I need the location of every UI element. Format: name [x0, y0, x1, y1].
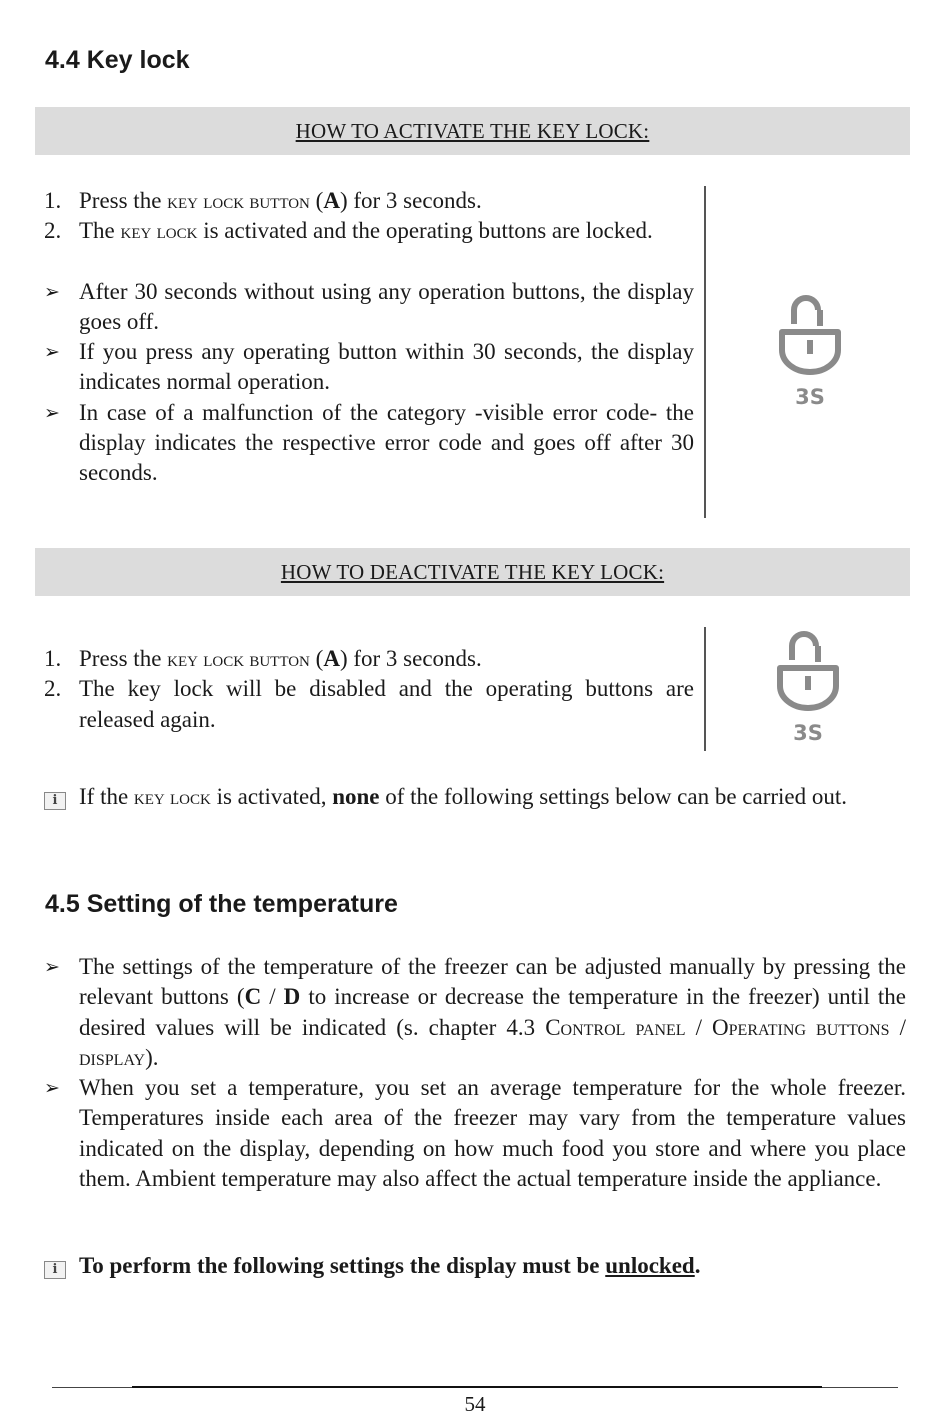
- arrow-bullet-icon: ➢: [44, 280, 60, 303]
- padlock-open-icon: [768, 628, 848, 748]
- arrow-bullet-icon: ➢: [44, 401, 60, 424]
- lock-timer-label: 3S: [795, 385, 825, 409]
- unlock-info-note: i To perform the following settings the display must be unlocked.: [44, 1251, 906, 1281]
- deactivate-step-2: 2. The key lock will be disabled and the operating buttons are released again.: [44, 676, 694, 732]
- activate-heading-band: [35, 107, 910, 155]
- temperature-notes: [44, 952, 906, 1194]
- activate-step-2: 2. The key lock is activated and the operating buttons are locked.: [44, 218, 653, 244]
- activate-instructions: [44, 186, 694, 489]
- activate-note-2: ➢ If you press any operating button within 30 seconds, the display indicates normal operation.: [44, 339, 694, 395]
- deactivate-heading-band: [35, 548, 910, 596]
- padlock-open-icon: [770, 292, 850, 412]
- section-title-temperature: 4.5 Setting of the temperature: [45, 890, 398, 918]
- arrow-bullet-icon: ➢: [44, 956, 60, 978]
- info-icon: i: [44, 792, 66, 810]
- page-number: 54: [464, 1392, 486, 1416]
- arrow-bullet-icon: ➢: [44, 1077, 60, 1100]
- activate-note-3: ➢ In case of a malfunction of the category -visible error code- the display indicates the respective error code and goes off after 30 seconds.: [44, 399, 694, 486]
- divider-line: [704, 186, 706, 518]
- temperature-note-2: ➢ When you set a temperature, you set an average temperature for the whole freezer. Temperatures inside each area of the freezer may vary from the temperature values indicated on the display, depending on how much food you store and where you place them. Ambient temperature may also affect the actual temperature inside the appliance.: [44, 1075, 906, 1192]
- temperature-note-1: ➢ The settings of the temperature of the freezer can be adjusted manually by pressing the relevant buttons (C / D to increase or decrease the temperature in the freezer) until the desired values will be indicated (s. chapter 4.3 Control panel / Operating buttons / display).: [44, 954, 906, 1070]
- footer-rule-thick: [132, 1386, 822, 1388]
- activate-note-1: ➢ After 30 seconds without using any operation buttons, the display goes off.: [44, 278, 694, 334]
- deactivate-instructions: [44, 644, 694, 735]
- info-icon: i: [44, 1261, 66, 1279]
- deactivate-step-1: 1. Press the key lock button (A) for 3 seconds.: [44, 646, 482, 671]
- lock-timer-label: 3S: [793, 721, 823, 745]
- divider-line: [704, 627, 706, 751]
- deactivate-heading: HOW TO DEACTIVATE THE KEY LOCK:: [280, 559, 665, 584]
- key-lock-info-note: i If the key lock is activated, none of the following settings below can be carried out.: [44, 782, 906, 812]
- section-title-key-lock: 4.4 Key lock: [45, 46, 190, 74]
- activate-step-1: 1. Press the key lock button (A) for 3 seconds.: [44, 188, 482, 213]
- arrow-bullet-icon: ➢: [44, 341, 60, 364]
- activate-heading: HOW TO ACTIVATE THE KEY LOCK:: [295, 118, 650, 143]
